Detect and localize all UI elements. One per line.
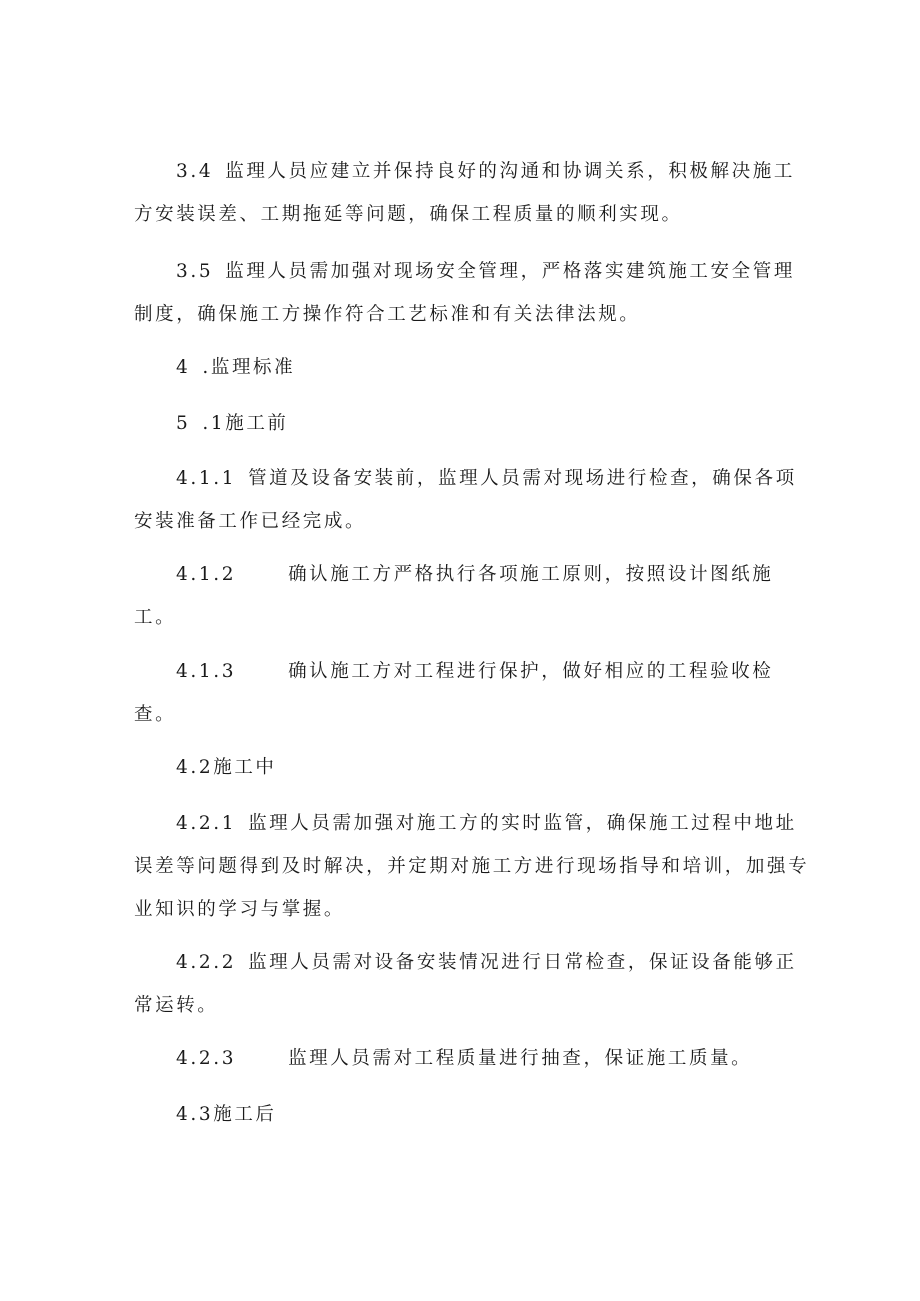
- section-number: 4.2.3: [176, 1048, 237, 1069]
- paragraph-line: [134, 346, 794, 389]
- section-number: 4.1.2: [176, 564, 237, 585]
- paragraph-line: [134, 250, 794, 293]
- paragraph-line: [134, 553, 794, 596]
- paragraph-line: 工。: [134, 607, 177, 628]
- paragraph-4-1-2: [134, 553, 794, 639]
- section-number: 3.5: [176, 261, 214, 282]
- paragraph-line: [134, 650, 794, 693]
- paragraph-line: [134, 1037, 794, 1080]
- paragraph-3-5: [134, 250, 794, 336]
- paragraph-text: 管道及设备安装前，监理人员需对现场进行检查，确保各项: [248, 468, 797, 489]
- paragraph-line: [134, 1093, 794, 1136]
- paragraph-line: [134, 802, 797, 845]
- paragraph-text: 监理人员需加强对现场安全管理，严格落实建筑施工安全管理: [225, 261, 795, 282]
- paragraph-line: 业知识的学习与掌握。: [134, 899, 346, 920]
- paragraph-4-2-3: [134, 1037, 794, 1080]
- paragraph-line: 常运转。: [134, 995, 219, 1016]
- section-number: 4.1.3: [176, 661, 237, 682]
- section-number: 4.2.1: [176, 813, 237, 834]
- paragraph-line: [134, 746, 794, 789]
- paragraph-line: 安装准备工作已经完成。: [134, 511, 367, 532]
- section-number: 4.1.1: [176, 468, 237, 489]
- heading-text: .监理标准: [202, 357, 296, 378]
- paragraph-text: 监理人员需对设备安装情况进行日常检查，保证设备能够正: [248, 952, 797, 973]
- section-number: 4: [176, 357, 191, 378]
- section-number: 4.2: [176, 757, 214, 778]
- paragraph-line: [134, 941, 797, 984]
- paragraph-text: 监理人员需加强对施工方的实时监管，确保施工过程中地址: [248, 813, 797, 834]
- heading-5-1: [134, 402, 794, 445]
- paragraph-line: [134, 150, 794, 193]
- paragraph-line: 查。: [134, 704, 177, 725]
- paragraph-text: 确认施工方严格执行各项施工原则，按照设计图纸施: [288, 564, 774, 585]
- heading-4-2: [134, 746, 794, 789]
- paragraph-4-1-1: [134, 457, 797, 543]
- section-number: 4.3: [176, 1104, 214, 1125]
- paragraph-line: [134, 402, 794, 445]
- section-number: 4.2.2: [176, 952, 237, 973]
- heading-4: [134, 346, 794, 389]
- paragraph-line: 误差等问题得到及时解决，并定期对施工方进行现场指导和培训，加强专: [134, 856, 810, 877]
- paragraph-4-2-1: [134, 802, 810, 931]
- heading-text: 施工后: [213, 1104, 277, 1125]
- paragraph-line: 方安装误差、工期拖延等问题，确保工程质量的顺利实现。: [134, 204, 683, 225]
- paragraph-text: 监理人员应建立并保持良好的沟通和协调关系，积极解决施工: [225, 161, 795, 182]
- paragraph-4-2-2: [134, 941, 797, 1027]
- paragraph-3-4: [134, 150, 794, 236]
- heading-4-3: [134, 1093, 794, 1136]
- paragraph-4-1-3: [134, 650, 794, 736]
- heading-text: .1施工前: [202, 413, 289, 434]
- section-number: 3.4: [176, 161, 214, 182]
- paragraph-line: [134, 457, 797, 500]
- paragraph-line: 制度，确保施工方操作符合工艺标准和有关法律法规。: [134, 304, 641, 325]
- heading-text: 施工中: [213, 757, 277, 778]
- paragraph-text: 确认施工方对工程进行保护，做好相应的工程验收检: [288, 661, 774, 682]
- paragraph-text: 监理人员需对工程质量进行抽查，保证施工质量。: [288, 1048, 753, 1069]
- section-number: 5: [176, 413, 191, 434]
